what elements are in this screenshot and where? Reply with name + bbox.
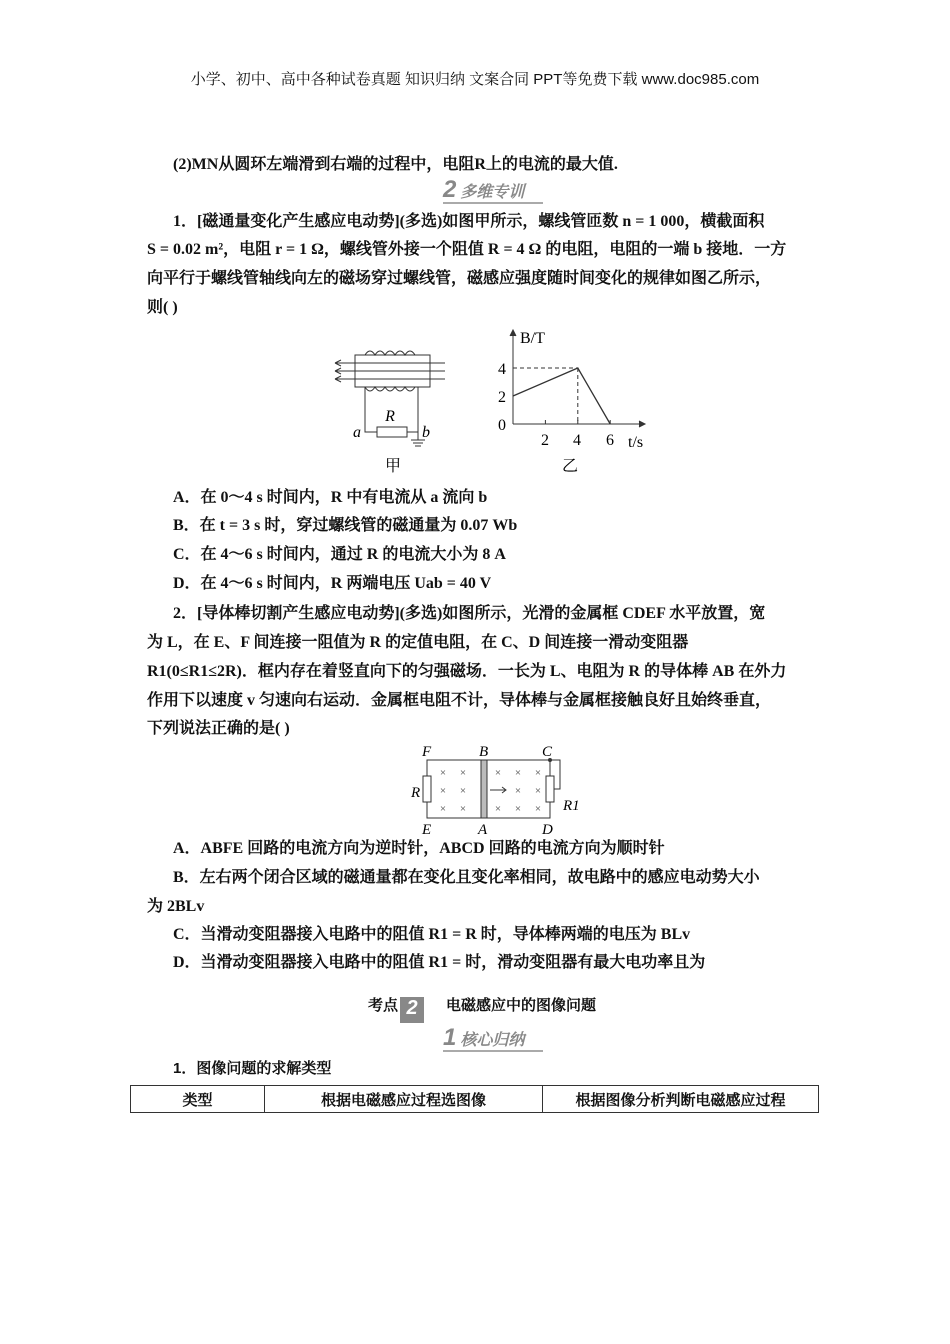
svg-text:×: × — [459, 767, 467, 779]
svg-text:×: × — [459, 803, 467, 815]
page-header: 小学、初中、高中各种试卷真题 知识归纳 文案合同 PPT等免费下载 www.doc985.com — [190, 71, 760, 88]
q2-line: 下列说法正确的是( ) — [147, 720, 290, 737]
y-tick: 0 — [498, 417, 506, 434]
solution-types-table — [130, 1085, 819, 1113]
label-R1: R1 — [563, 798, 580, 814]
q1-line: 向平行于螺线管轴线向左的磁场穿过螺线管，磁感应强度随时间变化的规律如图乙所示， — [147, 270, 772, 287]
table-header: 类型 — [131, 1086, 265, 1113]
svg-text:×: × — [439, 767, 447, 779]
table-header: 根据图像分析判断电磁感应过程 — [543, 1086, 819, 1113]
prev-question: (2)MN从圆环左端滑到右端的过程中，电阻R上的电流的最大值. — [173, 156, 618, 173]
label-a: a — [353, 424, 361, 441]
label-D: D — [542, 822, 553, 837]
caption-yi: 乙 — [561, 458, 579, 475]
label-R: R — [385, 408, 395, 425]
label-B: B — [479, 744, 489, 760]
q2-option-c: C．当滑动变阻器接入电路中的阻值 R1 = R 时，导体棒两端的电压为 BLv — [173, 926, 691, 943]
q1-line: 1．[磁通量变化产生感应电动势](多选)如图甲所示，螺线管匝数 n = 1 000，横截面积 — [173, 213, 765, 230]
svg-text:×: × — [514, 785, 522, 797]
sub-heading: 1．图像问题的求解类型 — [173, 1060, 332, 1077]
conductor-rod-AB — [481, 760, 487, 818]
q1-option-b: B．在 t = 3 s 时，穿过螺线管的磁通量为 0.07 Wb — [173, 517, 518, 534]
label-E: E — [422, 822, 432, 837]
q2-option-b: B．左右两个闭合区域的磁通量都在变化且变化率相同，故电路中的感应电动势大小 — [173, 869, 760, 886]
label-R: R — [411, 785, 421, 801]
q2-option-a: A．ABFE 回路的电流方向为逆时针，ABCD 回路的电流方向为顺时针 — [173, 840, 665, 857]
section-number-badge: 2 — [400, 997, 424, 1023]
svg-text:×: × — [459, 785, 467, 797]
x-tick: 2 — [541, 432, 549, 449]
label-F: F — [422, 744, 432, 760]
figure-yi-graph — [480, 325, 660, 475]
svg-text:×: × — [534, 767, 542, 779]
y-axis-label: B/T — [520, 330, 545, 347]
banner-duowei: 2 多维专训 — [443, 176, 543, 204]
svg-text:×: × — [439, 803, 447, 815]
q2-line: R1(0≤R1≤2R)．框内存在着竖直向下的匀强磁场．一长为 L、电阻为 R 的导体棒 AB 在外力 — [147, 663, 787, 680]
figure-jia-solenoid — [325, 325, 445, 475]
velocity-arrow-icon — [490, 787, 506, 793]
svg-text:×: × — [494, 803, 502, 815]
q2-line: 作用下以速度 v 匀速向右运动．金属框电阻不计，导体棒与金属框接触良好且始终垂直， — [147, 692, 772, 709]
svg-text:×: × — [534, 785, 542, 797]
svg-text:×: × — [534, 803, 542, 815]
svg-text:×: × — [514, 803, 522, 815]
q1-option-c: C．在 4～6 s 时间内，通过 R 的电流大小为 8 A — [173, 546, 506, 563]
figure-frame-circuit — [410, 742, 580, 837]
y-tick: 4 — [498, 361, 506, 378]
svg-text:×: × — [494, 767, 502, 779]
q1-line: S = 0.02 m²，电阻 r = 1 Ω，螺线管外接一个阻值 R = 4 Ω 的电阻，电阻的一端 b 接地．一方 — [147, 241, 787, 258]
series-line-B — [513, 368, 610, 424]
y-tick: 2 — [498, 389, 506, 406]
svg-text:×: × — [439, 785, 447, 797]
label-C: C — [542, 744, 553, 760]
q1-option-a: A．在 0～4 s 时间内，R 中有电流从 a 流向 b — [173, 489, 488, 506]
q2-option-d: D．当滑动变阻器接入电路中的阻值 R1 = 时，滑动变阻器有最大电功率且为 — [173, 954, 706, 971]
label-b: b — [422, 424, 430, 441]
q2-option-b-cont: 为 2BLv — [147, 898, 205, 915]
x-tick: 6 — [606, 432, 614, 449]
q2-line: 为 L，在 E、F 间连接一阻值为 R 的定值电阻，在 C、D 间连接一滑动变阻器 — [147, 634, 689, 651]
svg-text:×: × — [514, 767, 522, 779]
table-header-row — [131, 1086, 819, 1113]
section-heading: 考点 2 电磁感应中的图像问题 — [368, 994, 596, 1023]
x-axis-label: t/s — [628, 434, 644, 451]
x-tick: 4 — [573, 432, 581, 449]
table-header: 根据电磁感应过程选图像 — [265, 1086, 543, 1113]
q2-line: 2．[导体棒切割产生感应电动势](多选)如图所示，光滑的金属框 CDEF 水平放置，宽 — [173, 605, 766, 622]
q1-option-d: D．在 4～6 s 时间内，R 两端电压 Uab = 40 V — [173, 575, 492, 592]
label-A: A — [478, 822, 488, 837]
q1-line: 则( ) — [147, 299, 178, 316]
caption-jia: 甲 — [384, 458, 402, 475]
banner-hexin: 1 核心归纳 — [443, 1024, 543, 1052]
